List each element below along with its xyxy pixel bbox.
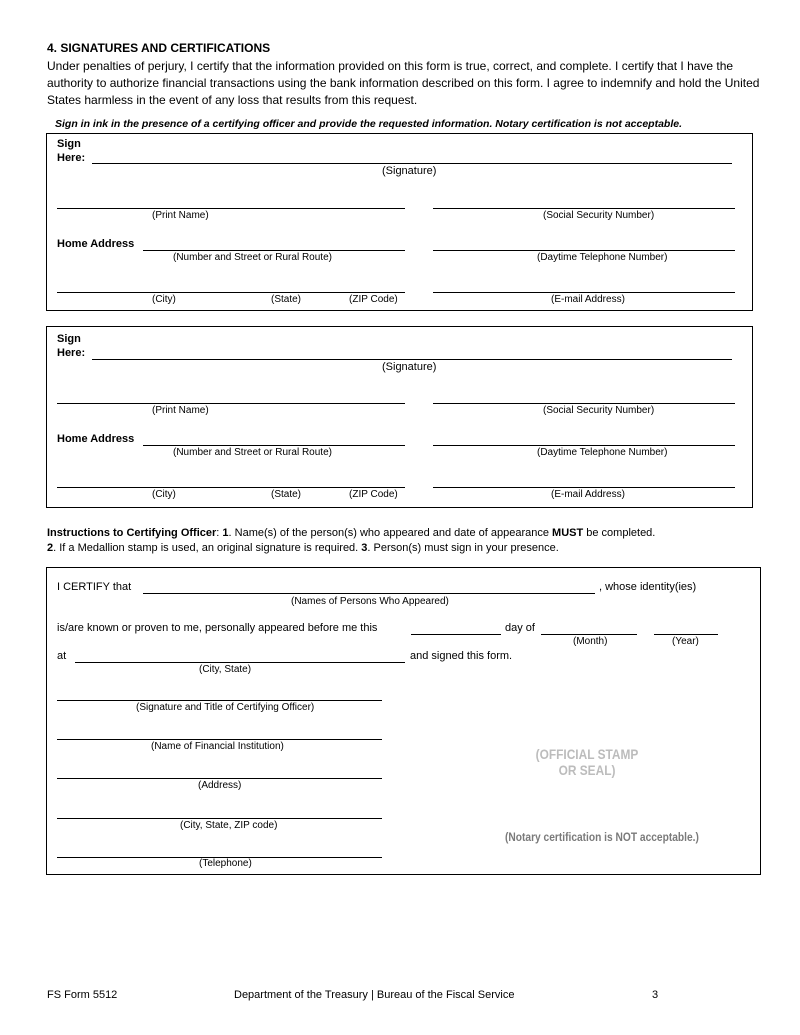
at-label: at — [57, 650, 67, 662]
city-state-zip-line[interactable] — [57, 818, 382, 819]
city-caption: (City) — [152, 294, 176, 305]
month-caption: (Month) — [573, 636, 608, 647]
city-state-line[interactable] — [75, 662, 405, 663]
officer-caption: (Signature and Title of Certifying Officer) — [136, 702, 315, 713]
officer-line[interactable] — [57, 700, 382, 701]
state-caption: (State) — [271, 294, 302, 305]
footer-form-number: FS Form 5512 — [47, 989, 118, 1001]
phone-line[interactable] — [433, 250, 735, 251]
zip-caption: (ZIP Code) — [349, 294, 398, 305]
institution-caption: (Name of Financial Institution) — [151, 741, 284, 752]
email-line[interactable] — [433, 292, 735, 293]
street-line[interactable] — [143, 250, 405, 251]
instructions-lead: Instructions to Certifying Officer — [47, 527, 217, 539]
street-caption: (Number and Street or Rural Route) — [173, 447, 332, 458]
signer-block-1 — [46, 133, 753, 311]
print-name-caption: (Print Name) — [152, 405, 209, 416]
email-line[interactable] — [433, 487, 735, 488]
stamp-line-1: (OFFICIAL STAMP — [535, 746, 639, 762]
official-stamp-placeholder — [517, 746, 657, 778]
address-line[interactable] — [57, 778, 382, 779]
street-caption: (Number and Street or Rural Route) — [173, 252, 332, 263]
section-title: 4. SIGNATURES AND CERTIFICATIONS — [47, 41, 271, 55]
city-state-zip-line[interactable] — [57, 487, 405, 488]
state-caption: (State) — [271, 489, 302, 500]
signed-label: and signed this form. — [410, 650, 513, 662]
footer-page-number: 3 — [652, 989, 659, 1001]
certifying-officer-instructions: Instructions to Certifying Officer: 1. Name(s) of the person(s) who appeared and date of appearance MUST be completed. 2. If a Medallion stamp is used, an original signature is required. 3. Person(s) must sign in your presence. — [47, 527, 656, 554]
city-state-caption: (City, State) — [199, 664, 252, 675]
names-caption: (Names of Persons Who Appeared) — [291, 596, 449, 607]
print-name-caption: (Print Name) — [152, 210, 209, 221]
signer-block-2 — [46, 326, 753, 508]
names-line[interactable] — [143, 593, 595, 594]
day-line[interactable] — [411, 634, 501, 635]
email-caption: (E-mail Address) — [551, 294, 625, 305]
year-caption: (Year) — [672, 636, 699, 647]
ink-notice: Sign in ink in the presence of a certifying officer and provide the requested information. Notary certification is not acceptable. — [55, 118, 683, 130]
here-label: Here: — [57, 347, 86, 359]
day-of-label: day of — [505, 622, 535, 634]
telephone-caption: (Telephone) — [199, 858, 252, 869]
phone-line[interactable] — [433, 445, 735, 446]
sign-label: Sign — [57, 138, 81, 150]
certification-text: Under penalties of perjury, I certify that the information provided on this form is true, correct, and complete. I certify that I have the authority to authorize financial transactions using the bank information described on this form. I agree to indemnify and hold the United States harmless in the event of any loss that results from this request. — [47, 59, 760, 107]
city-caption: (City) — [152, 489, 176, 500]
signature-line[interactable] — [92, 359, 732, 360]
home-address-label: Home Address — [57, 238, 135, 250]
certification-box — [46, 567, 761, 875]
city-state-zip-line[interactable] — [57, 292, 405, 293]
ssn-caption: (Social Security Number) — [543, 210, 655, 221]
street-line[interactable] — [143, 445, 405, 446]
sign-label: Sign — [57, 333, 81, 345]
print-name-line[interactable] — [57, 208, 405, 209]
known-label: is/are known or proven to me, personally appeared before me this — [57, 622, 378, 634]
footer-department: Department of the Treasury | Bureau of the Fiscal Service — [234, 989, 515, 1001]
month-line[interactable] — [541, 634, 637, 635]
signature-caption: (Signature) — [382, 165, 437, 177]
phone-caption: (Daytime Telephone Number) — [537, 447, 668, 458]
whose-identity-label: , whose identity(ies) — [599, 581, 697, 593]
ssn-line[interactable] — [433, 403, 735, 404]
ssn-caption: (Social Security Number) — [543, 405, 655, 416]
notary-note: (Notary certification is NOT acceptable.) — [505, 830, 699, 844]
email-caption: (E-mail Address) — [551, 489, 625, 500]
i-certify-label: I CERTIFY that — [57, 581, 132, 593]
address-caption: (Address) — [198, 780, 242, 791]
year-line[interactable] — [654, 634, 718, 635]
signature-caption: (Signature) — [382, 361, 437, 373]
ssn-line[interactable] — [433, 208, 735, 209]
stamp-line-2: OR SEAL) — [558, 762, 616, 778]
institution-line[interactable] — [57, 739, 382, 740]
home-address-label: Home Address — [57, 433, 135, 445]
phone-caption: (Daytime Telephone Number) — [537, 252, 668, 263]
city-state-zip-caption: (City, State, ZIP code) — [180, 820, 278, 831]
zip-caption: (ZIP Code) — [349, 489, 398, 500]
print-name-line[interactable] — [57, 403, 405, 404]
signature-line[interactable] — [92, 163, 732, 164]
here-label: Here: — [57, 152, 86, 164]
